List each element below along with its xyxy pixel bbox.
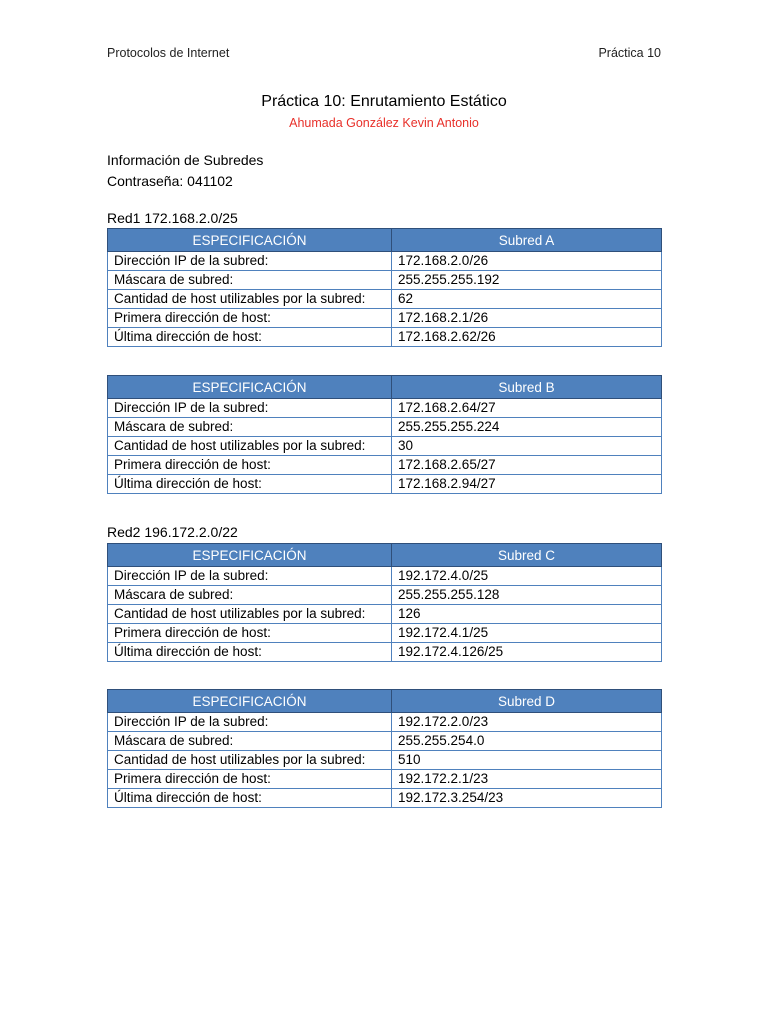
table-header-row <box>108 544 662 567</box>
table-header-row <box>108 229 662 252</box>
subnet-table-c <box>107 543 662 662</box>
page-header-right: Práctica 10 <box>598 46 661 60</box>
table-row <box>108 624 662 643</box>
table-row <box>108 271 662 290</box>
row-value: 192.172.4.1/25 <box>392 624 662 643</box>
table-row <box>108 252 662 271</box>
header-cell-subnet: Subred D <box>392 690 662 713</box>
table-header-row <box>108 690 662 713</box>
row-label: Dirección IP de la subred: <box>108 713 392 732</box>
subnet-info-heading: Información de Subredes <box>107 152 264 168</box>
table-row <box>108 475 662 494</box>
row-value: 62 <box>392 290 662 309</box>
table-row <box>108 399 662 418</box>
subnet-table-a <box>107 228 662 347</box>
network-label-red1: Red1 172.168.2.0/25 <box>107 210 238 226</box>
row-label: Última dirección de host: <box>108 643 392 662</box>
header-cell-subnet: Subred B <box>392 376 662 399</box>
author-name: Ahumada González Kevin Antonio <box>289 116 479 130</box>
table-row <box>108 789 662 808</box>
row-label: Dirección IP de la subred: <box>108 567 392 586</box>
subnet-table-b <box>107 375 662 494</box>
header-cell-spec: ESPECIFICACIÓN <box>108 229 392 252</box>
row-value: 192.172.4.126/25 <box>392 643 662 662</box>
row-value: 192.172.2.0/23 <box>392 713 662 732</box>
row-label: Dirección IP de la subred: <box>108 399 392 418</box>
password-line: Contraseña: 041102 <box>107 173 233 189</box>
row-value: 30 <box>392 437 662 456</box>
row-value: 172.168.2.94/27 <box>392 475 662 494</box>
table-header-row <box>108 376 662 399</box>
table-row <box>108 605 662 624</box>
row-label: Máscara de subred: <box>108 271 392 290</box>
row-label: Máscara de subred: <box>108 586 392 605</box>
header-cell-spec: ESPECIFICACIÓN <box>108 544 392 567</box>
subnet-table-d <box>107 689 662 808</box>
table-row <box>108 770 662 789</box>
table-row <box>108 328 662 347</box>
row-value: 192.172.2.1/23 <box>392 770 662 789</box>
row-label: Primera dirección de host: <box>108 624 392 643</box>
row-label: Última dirección de host: <box>108 475 392 494</box>
header-cell-subnet: Subred A <box>392 229 662 252</box>
row-label: Cantidad de host utilizables por la subred: <box>108 751 392 770</box>
header-cell-spec: ESPECIFICACIÓN <box>108 376 392 399</box>
row-label: Primera dirección de host: <box>108 770 392 789</box>
header-cell-spec: ESPECIFICACIÓN <box>108 690 392 713</box>
table-row <box>108 713 662 732</box>
row-value: 172.168.2.0/26 <box>392 252 662 271</box>
row-label: Máscara de subred: <box>108 732 392 751</box>
page-header-left: Protocolos de Internet <box>107 46 230 60</box>
network-label-red2: Red2 196.172.2.0/22 <box>107 524 238 540</box>
row-label: Máscara de subred: <box>108 418 392 437</box>
row-value: 172.168.2.65/27 <box>392 456 662 475</box>
table-row <box>108 290 662 309</box>
table-row <box>108 309 662 328</box>
row-value: 255.255.254.0 <box>392 732 662 751</box>
row-value: 172.168.2.1/26 <box>392 309 662 328</box>
table-row <box>108 437 662 456</box>
row-label: Primera dirección de host: <box>108 309 392 328</box>
table-row <box>108 567 662 586</box>
row-value: 255.255.255.192 <box>392 271 662 290</box>
table-row <box>108 418 662 437</box>
table-row <box>108 643 662 662</box>
document-title: Práctica 10: Enrutamiento Estático <box>261 93 507 110</box>
table-row <box>108 751 662 770</box>
row-label: Última dirección de host: <box>108 328 392 347</box>
row-label: Última dirección de host: <box>108 789 392 808</box>
row-value: 172.168.2.62/26 <box>392 328 662 347</box>
row-label: Cantidad de host utilizables por la subred: <box>108 437 392 456</box>
row-label: Dirección IP de la subred: <box>108 252 392 271</box>
table-row <box>108 456 662 475</box>
row-value: 255.255.255.224 <box>392 418 662 437</box>
row-label: Primera dirección de host: <box>108 456 392 475</box>
table-row <box>108 732 662 751</box>
row-value: 192.172.4.0/25 <box>392 567 662 586</box>
row-label: Cantidad de host utilizables por la subred: <box>108 290 392 309</box>
row-value: 172.168.2.64/27 <box>392 399 662 418</box>
row-value: 510 <box>392 751 662 770</box>
row-label: Cantidad de host utilizables por la subred: <box>108 605 392 624</box>
row-value: 126 <box>392 605 662 624</box>
table-row <box>108 586 662 605</box>
row-value: 192.172.3.254/23 <box>392 789 662 808</box>
header-cell-subnet: Subred C <box>392 544 662 567</box>
row-value: 255.255.255.128 <box>392 586 662 605</box>
